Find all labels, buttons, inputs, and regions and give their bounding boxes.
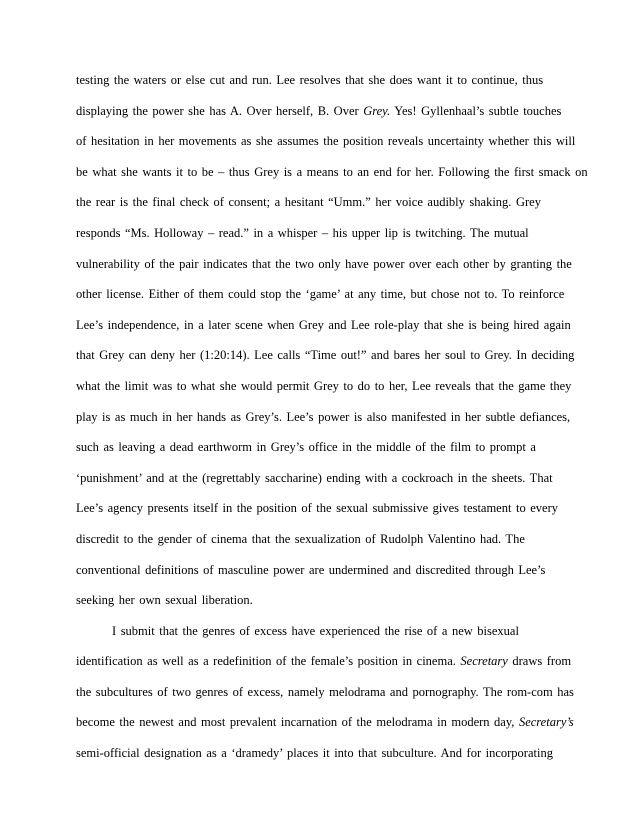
text-segment: identification as well as a redefinition of the female’s position in cinema.	[76, 654, 461, 669]
text-line	[76, 408, 578, 439]
text-segment: displaying the power she has A. Over herself, B. Over	[76, 103, 364, 118]
text-segment: seeking her own sexual liberation.	[76, 593, 253, 608]
text-segment: what the limit was to what she would permit Grey to do to her, Lee reveals that the game they	[76, 378, 572, 393]
text-segment: play is as much in her hands as Grey’s. Lee’s power is also manifested in her subtle defiances,	[76, 409, 571, 424]
text-line	[76, 163, 588, 194]
text-segment: such as leaving a dead earthworm in Grey’s office in the middle of the film to prompt a	[76, 440, 536, 455]
text-line	[76, 652, 578, 683]
italic-text: Secretary’s	[518, 715, 574, 730]
text-segment: Yes! Gyllenhaal’s subtle touches	[390, 103, 562, 118]
text-line	[76, 591, 578, 622]
text-segment: semi-official designation as a ‘dramedy’ places it into that subculture. And for incorporating	[76, 746, 553, 761]
text-line	[76, 102, 578, 133]
text-line	[76, 285, 578, 316]
body-text	[76, 71, 588, 775]
italic-text: Secretary	[460, 654, 508, 669]
text-line	[76, 255, 578, 286]
text-line	[76, 499, 578, 530]
text-segment: draws from	[507, 654, 572, 669]
text-segment: ‘punishment’ and at the (regrettably saccharine) ending with a cockroach in the sheets. That	[76, 470, 553, 485]
text-segment: Lee’s agency presents itself in the position of the sexual submissive gives testament to every	[76, 501, 558, 516]
text-line	[76, 377, 578, 408]
text-line	[76, 744, 578, 775]
text-segment: that Grey can deny her (1:20:14). Lee calls “Time out!” and bares her soul to Grey. In deciding	[76, 348, 575, 363]
text-segment: other license. Either of them could stop the ‘game’ at any time, but chose not to. To reinforce	[76, 287, 565, 302]
text-segment: vulnerability of the pair indicates that the two only have power over each other by granting the	[76, 256, 572, 271]
text-line	[76, 561, 578, 592]
italic-text: Grey.	[363, 103, 391, 118]
text-line	[76, 71, 578, 102]
text-segment: conventional definitions of masculine power are undermined and discredited through Lee’s	[76, 562, 546, 577]
text-line	[76, 193, 578, 224]
text-segment: testing the waters or else cut and run. Lee resolves that she does want it to continue, thus	[76, 73, 544, 87]
text-segment: responds “Ms. Holloway – read.” in a whisper – his upper lip is twitching. The mutual	[76, 225, 529, 240]
text-segment: discredit to the gender of cinema that the sexualization of Rudolph Valentino had. The	[76, 531, 525, 546]
text-segment: of hesitation in her movements as she assumes the position reveals uncertainty whether this will	[76, 134, 576, 149]
document-page	[76, 71, 588, 775]
text-line	[76, 224, 578, 255]
text-segment: Lee’s independence, in a later scene when Grey and Lee role-play that she is being hired again	[76, 317, 571, 332]
text-line	[76, 469, 578, 500]
text-segment: the rear is the final check of consent; a hesitant “Umm.” her voice audibly shaking. Grey	[76, 195, 541, 210]
text-line	[76, 530, 578, 561]
text-line	[76, 316, 578, 347]
text-segment: the subcultures of two genres of excess, namely melodrama and pornography. The rom-com has	[76, 684, 574, 699]
text-line	[76, 346, 578, 377]
text-line	[76, 683, 578, 714]
text-segment: be what she wants it to be – thus Grey is a means to an end for her. Following the first smack on	[76, 164, 588, 179]
paragraph-first-line	[76, 622, 578, 653]
text-segment: become the newest and most prevalent incarnation of the melodrama in modern day,	[76, 715, 519, 730]
text-line	[76, 438, 578, 469]
text-line	[76, 132, 578, 163]
text-line	[76, 713, 578, 744]
text-segment: I submit that the genres of excess have experienced the rise of a new bisexual	[112, 623, 519, 638]
